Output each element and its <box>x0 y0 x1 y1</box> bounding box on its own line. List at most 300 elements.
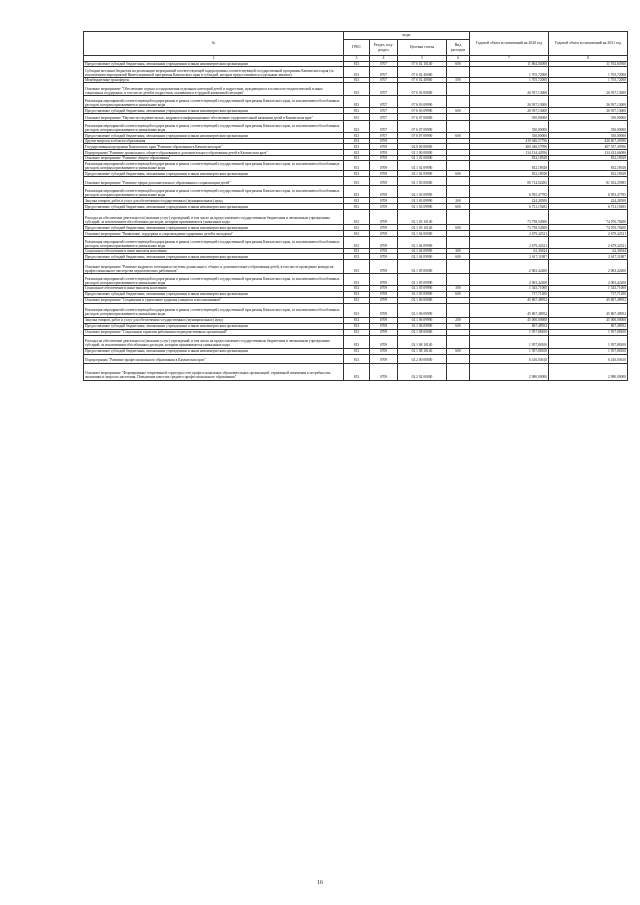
sum-2021-cell: 717,71200 <box>549 291 628 297</box>
razdel-cell: 0709 <box>370 161 398 171</box>
cst-cell: 02 1 04 09990 <box>398 249 447 254</box>
sum-2021-cell: 6 731,19285 <box>549 204 628 210</box>
cst-cell: 02 1 03 00000 <box>398 177 447 186</box>
row-name-cell: Другие вопросы в области образования <box>84 139 344 144</box>
cst-cell: 02 1 02 09990 <box>398 161 447 171</box>
razdel-cell: 0707 <box>370 108 398 114</box>
sum-2021-cell: 224,28500 <box>549 198 628 204</box>
vr-cell: 600 <box>447 348 470 354</box>
row-name-cell: Закупка товаров, работ и услуг для обеспечения государственных (муниципальных) нужд <box>84 198 344 204</box>
grbs-cell: 813 <box>344 83 370 96</box>
cst-cell: 02 1 02 00000 <box>398 156 447 161</box>
sum-2021-cell: 26 937,13000 <box>549 96 628 108</box>
sum-2021-cell: 1 957,88100 <box>549 348 628 354</box>
table-row <box>84 150 628 156</box>
row-name-cell: Межбюджетные трансферты <box>84 78 344 83</box>
razdel-cell: 0709 <box>370 297 398 303</box>
grbs-cell: 813 <box>344 231 370 237</box>
cst-cell: 02 1 05 09990 <box>398 274 447 286</box>
row-name-cell: Основное мероприятие "Развитие общего образования" <box>84 156 344 161</box>
row-name-cell: Субсидии местным бюджетам на реализацию мероприятий соответствующей подпрограммы соответствующей государственной программы Камчатского края (за исключением мероприятий Инвестиционной программы Камчатского края и субсидий, которые предоставляются отдельным законом) <box>84 67 344 78</box>
cst-header: Целевая статья <box>398 40 447 56</box>
vr-cell <box>447 237 470 249</box>
vr-cell <box>447 210 470 225</box>
row-name-cell: Расходы на обеспечение деятельности (оказание услуг) учреждений, в том числе на предоставление государственным бюджетным и автономным учреждениям субсидий, за исключением обособленных расходов, которым присваиваются уникальные коды <box>84 335 344 348</box>
row-name-cell: Подпрограмма "Развитие дошкольного, общего образования и дополнительного образования детей в Камчатском крае" <box>84 150 344 156</box>
sum-2021-cell: 350,00000 <box>549 114 628 121</box>
cst-cell: 02 1 03 09990 <box>398 186 447 198</box>
razdel-cell: 0709 <box>370 354 398 363</box>
razdel-cell: 0709 <box>370 329 398 335</box>
table-row <box>84 303 628 317</box>
sum-2021-cell: 350,00000 <box>549 121 628 133</box>
table-row <box>84 156 628 161</box>
grbs-cell: 813 <box>344 291 370 297</box>
row-name-cell: Предоставление субсидий бюджетным, автономным учреждениям и иным некоммерческим организациям <box>84 133 344 139</box>
razdel-cell: 0709 <box>370 286 398 291</box>
sum-2021-cell: 134 432,66086 <box>549 150 628 156</box>
razdel-cell: 0709 <box>370 186 398 198</box>
grbs-cell: 813 <box>344 254 370 260</box>
razdel-cell: 0709 <box>370 204 398 210</box>
razdel-cell: 0709 <box>370 303 398 317</box>
sum-2020-cell: 45 000,00000 <box>470 317 549 323</box>
table-row <box>84 83 628 96</box>
row-name-cell: Расходы на обеспечение деятельности (оказание услуг) учреждений, в том числе на предоставление государственным бюджетным и автономным учреждениям субсидий, за исключением обособленных расходов, которым присваиваются уникальные коды <box>84 210 344 225</box>
cst-cell: 02 1 03 10140 <box>398 210 447 225</box>
cst-cell: 07 6 07 00000 <box>398 114 447 121</box>
grbs-cell: 813 <box>344 210 370 225</box>
vr-cell: 200 <box>447 317 470 323</box>
razdel-cell: 0709 <box>370 249 398 254</box>
sum-2021-cell: 2 679,42521 <box>549 237 628 249</box>
sum-2020-cell: 134 134,42956 <box>470 150 549 156</box>
cst-cell: 02 1 04 00000 <box>398 231 447 237</box>
vr-cell <box>447 121 470 133</box>
sum-2020-cell: 6 955,47785 <box>470 186 549 198</box>
row-name-cell: Предоставление субсидий бюджетным, автономным учреждениям и иным некоммерческим организациям <box>84 204 344 210</box>
cst-cell: 02 1 04 09990 <box>398 254 447 260</box>
vr-cell <box>447 96 470 108</box>
razdel-cell: 0709 <box>370 237 398 249</box>
sum-2021-cell: 62,30634 <box>549 249 628 254</box>
sum-2020-cell: 350,00000 <box>470 133 549 139</box>
grbs-cell: 813 <box>344 67 370 78</box>
vr-cell <box>447 83 470 96</box>
cst-cell: 07 6 02 40060 <box>398 78 447 83</box>
grbs-cell: 813 <box>344 354 370 363</box>
index-cell: 6 <box>447 56 470 62</box>
table-body <box>84 62 628 381</box>
sum-2021-cell: 832,18928 <box>549 161 628 171</box>
vr-cell <box>447 363 470 380</box>
sum-2021-cell: 6 955,47785 <box>549 186 628 198</box>
sum-2020-cell: 832,18928 <box>470 171 549 177</box>
grbs-cell: 813 <box>344 198 370 204</box>
codes-group-header: коды <box>344 32 470 40</box>
sum-2021-cell: 1 705,72000 <box>549 78 628 83</box>
cst-cell: 07 6 07 09990 <box>398 133 447 139</box>
page-number: 16 <box>317 880 323 886</box>
razdel-cell: 0707 <box>370 62 398 67</box>
table-row <box>84 177 628 186</box>
index-cell: 3 <box>344 56 370 62</box>
table-row <box>84 297 628 303</box>
razdel-cell: 0707 <box>370 96 398 108</box>
sum-2020-cell: 2 679,42521 <box>470 237 549 249</box>
sum-2021-cell: 2 679,42521 <box>549 231 628 237</box>
sum-2021-cell: 6 416,03610 <box>549 354 628 363</box>
table-row <box>84 237 628 249</box>
sum-2021-cell: 11 914,60500 <box>549 62 628 67</box>
cst-cell: 02 1 06 09990 <box>398 317 447 323</box>
cst-cell: 02 1 03 09990 <box>398 198 447 204</box>
sum-2021-cell: 832,18928 <box>549 171 628 177</box>
vr-cell: 600 <box>447 133 470 139</box>
row-name-cell: Реализация мероприятий соответствующей подпрограммы в рамках соответствующей государственной программы Камчатского края, за исключением обособленных расходов, которым присваиваются уникальные коды <box>84 161 344 171</box>
razdel-cell: 0709 <box>370 139 398 144</box>
sum-2021-cell: 74 076,78200 <box>549 225 628 231</box>
razdel-cell: 0709 <box>370 150 398 156</box>
vr-cell: 600 <box>447 204 470 210</box>
table-row <box>84 231 628 237</box>
cst-cell: 07 6 03 00000 <box>398 83 447 96</box>
row-name-cell: Государственная программа Камчатского края "Развитие образования в Камчатском крае" <box>84 144 344 150</box>
sum-2020-cell: 26 937,13000 <box>470 96 549 108</box>
sum-2021-cell: 420 607,49396 <box>549 139 628 144</box>
table-row <box>84 62 628 67</box>
vr-cell: 600 <box>447 62 470 67</box>
razdel-cell: 0709 <box>370 198 398 204</box>
sum-2021-cell: 2 063,42200 <box>549 260 628 274</box>
table-row <box>84 108 628 114</box>
table-row <box>84 186 628 198</box>
index-cell: 4 <box>370 56 398 62</box>
sum-2020-cell: 406 446,57096 <box>470 144 549 150</box>
vr-cell: 600 <box>447 108 470 114</box>
sum-2020-cell: 1 705,72000 <box>470 78 549 83</box>
sum-2020-cell: 867,48952 <box>470 323 549 329</box>
grbs-cell: 813 <box>344 303 370 317</box>
grbs-cell: 813 <box>344 171 370 177</box>
razdel-cell: 0709 <box>370 323 398 329</box>
cst-cell: 02 1 00 00000 <box>398 150 447 156</box>
razdel-header: Раздел, под-раздел <box>370 40 398 56</box>
table-row <box>84 254 628 260</box>
grbs-cell: 813 <box>344 150 370 156</box>
row-name-cell: Основное мероприятие "Развитие кадрового потенциала системы дошкольного, общего и дополнительного образования детей, в том числе проведение конкурсов профессионального мастерства педагогических работников" <box>84 260 344 274</box>
table-row <box>84 67 628 78</box>
sum-2020-cell: 1 705,72000 <box>470 67 549 78</box>
table-row <box>84 114 628 121</box>
table-row <box>84 348 628 354</box>
sum-2020-cell: 1 957,88100 <box>470 335 549 348</box>
sum-2021-cell: 45 867,48952 <box>549 303 628 317</box>
grbs-cell: 813 <box>344 121 370 133</box>
sum-2021-cell: 1 957,88100 <box>549 335 628 348</box>
row-name-cell: Реализация мероприятий соответствующей подпрограммы в рамках соответствующей государственной программы Камчатского края, за исключением обособленных расходов, которым присваиваются уникальные коды <box>84 121 344 133</box>
sum-2020-cell: 62,30634 <box>470 249 549 254</box>
grbs-cell: 813 <box>344 78 370 83</box>
sum-2021-cell: 2 617,11887 <box>549 254 628 260</box>
cst-cell: 02 2 02 00000 <box>398 363 447 380</box>
grbs-cell: 813 <box>344 139 370 144</box>
vr-cell <box>447 177 470 186</box>
table-row <box>84 225 628 231</box>
razdel-cell: 0709 <box>370 254 398 260</box>
row-name-cell: Основное мероприятие "Социальные гарантии работникам подведомственных организаций" <box>84 329 344 335</box>
budget-table <box>83 31 628 381</box>
sum-2021-cell: 26 937,13000 <box>549 108 628 114</box>
row-name-cell: Реализация мероприятий соответствующей подпрограммы в рамках соответствующей государственной программы Камчатского края, за исключением обособленных расходов, которым присваиваются уникальные коды <box>84 237 344 249</box>
cst-cell: 02 1 03 10140 <box>398 225 447 231</box>
row-name-cell: Основное мероприятие "Развитие сферы дополнительного образования и социализации детей" <box>84 177 344 186</box>
grbs-cell: 813 <box>344 108 370 114</box>
sum-2020-cell: 2 063,42200 <box>470 274 549 286</box>
index-cell: 7 <box>470 56 549 62</box>
row-name-cell: Предоставление субсидий бюджетным, автономным учреждениям и иным некоммерческим организациям <box>84 108 344 114</box>
vr-cell <box>447 260 470 274</box>
vr-cell <box>447 67 470 78</box>
razdel-cell: 0707 <box>370 114 398 121</box>
vr-cell: 500 <box>447 78 470 83</box>
vr-cell: 600 <box>447 323 470 329</box>
sum-2020-cell: 350,00000 <box>470 121 549 133</box>
grbs-header: ГРБС <box>344 40 370 56</box>
grbs-cell: 813 <box>344 204 370 210</box>
grbs-cell: 813 <box>344 177 370 186</box>
razdel-cell: 0709 <box>370 231 398 237</box>
vr-cell: 200 <box>447 198 470 204</box>
sum-2020-cell: 45 867,48952 <box>470 297 549 303</box>
row-name-cell: Основное мероприятие "Научно-исследовательское, кадровое и информационное обеспечение оздоровительной кампании детей в Камчатском крае" <box>84 114 344 121</box>
sum-2021-cell: 407 537,49396 <box>549 144 628 150</box>
grbs-cell: 813 <box>344 348 370 354</box>
sum-2020-cell: 6 416,03610 <box>470 354 549 363</box>
razdel-cell: 0709 <box>370 156 398 161</box>
row-name-cell: Реализация мероприятий соответствующей подпрограммы в рамках соответствующей государственной программы Камчатского края, за исключением обособленных расходов, которым присваиваются уникальные коды <box>84 186 344 198</box>
grbs-cell: 813 <box>344 317 370 323</box>
row-name-cell: Социальное обеспечение и иные выплаты населению <box>84 249 344 254</box>
table-row <box>84 274 628 286</box>
sum-2021-cell: 2 980,00000 <box>549 363 628 380</box>
cst-cell: 02 1 02 09990 <box>398 171 447 177</box>
razdel-cell: 0709 <box>370 144 398 150</box>
sum-2021-cell: 2 063,42200 <box>549 274 628 286</box>
grbs-cell: 813 <box>344 274 370 286</box>
row-name-cell: Основное мероприятие "Сохранение и укрепление здоровья учащихся и воспитанников" <box>84 297 344 303</box>
row-name-cell: Реализация мероприятий соответствующей подпрограммы в рамках соответствующей государственной программы Камчатского края, за исключением обособленных расходов, которым присваиваются уникальные коды <box>84 96 344 108</box>
sum-2020-cell: 2 617,11887 <box>470 254 549 260</box>
row-name-cell: Основное мероприятие "Формирование современной структуры сети профессиональных образовательных организаций, отраженной изменения в потребностях экономики и запросах населения. Повышение качества среднего профессионального образования" <box>84 363 344 380</box>
razdel-cell: 0709 <box>370 225 398 231</box>
row-name-cell: Предоставление субсидий бюджетным, автономным учреждениям и иным некоммерческим организациям <box>84 323 344 329</box>
razdel-cell: 0709 <box>370 274 398 286</box>
row-name-cell: Социальное обеспечение и иные выплаты населению <box>84 286 344 291</box>
cst-cell: 02 1 06 00000 <box>398 297 447 303</box>
sum-2020-cell: 80 714,02285 <box>470 177 549 186</box>
grbs-cell: 813 <box>344 237 370 249</box>
sum-2020-cell: 6 731,19285 <box>470 204 549 210</box>
razdel-cell: 0709 <box>370 260 398 274</box>
cst-cell: 02 1 06 09990 <box>398 323 447 329</box>
sum-2021-cell: 350,00000 <box>549 133 628 139</box>
razdel-cell: 0709 <box>370 363 398 380</box>
vr-cell <box>447 303 470 317</box>
vr-cell: 300 <box>447 286 470 291</box>
sum-2021-header: Годовой объем ассигнований на 2021 год <box>549 32 628 56</box>
cst-cell: 02 1 05 09990 <box>398 291 447 297</box>
table-row <box>84 249 628 254</box>
table-row <box>84 171 628 177</box>
table-row <box>84 286 628 291</box>
vr-cell: 600 <box>447 225 470 231</box>
grbs-cell: 813 <box>344 335 370 348</box>
table-row <box>84 198 628 204</box>
table-row <box>84 335 628 348</box>
table-row <box>84 161 628 171</box>
row-name-cell: Подпрограмма "Развитие профессионального образования в Камчатском крае" <box>84 354 344 363</box>
index-cell: 2 <box>84 56 344 62</box>
vr-cell: 600 <box>447 291 470 297</box>
sum-2021-cell: 74 076,78200 <box>549 210 628 225</box>
grbs-cell: 813 <box>344 323 370 329</box>
sum-2020-cell: 1 957,88100 <box>470 329 549 335</box>
sum-2020-cell: 832,18928 <box>470 161 549 171</box>
sum-2020-cell: 717,71200 <box>470 291 549 297</box>
cst-cell: 07 6 03 09990 <box>398 96 447 108</box>
grbs-cell: 813 <box>344 249 370 254</box>
grbs-cell: 813 <box>344 286 370 291</box>
table-row <box>84 144 628 150</box>
sum-2020-cell: 45 867,48952 <box>470 303 549 317</box>
razdel-cell: 0707 <box>370 83 398 96</box>
cst-cell: 07 6 07 09990 <box>398 121 447 133</box>
sum-2021-cell: 1 345,71000 <box>549 286 628 291</box>
sum-2021-cell: 45 867,48952 <box>549 297 628 303</box>
sum-2020-cell: 2 980,00000 <box>470 363 549 380</box>
row-name-cell: Закупка товаров, работ и услуг для обеспечения государственных (муниципальных) нужд <box>84 317 344 323</box>
row-name-cell: Предоставление субсидий бюджетным, автономным учреждениям и иным некоммерческим организациям <box>84 254 344 260</box>
vr-cell <box>447 274 470 286</box>
cst-cell: 02 0 00 00000 <box>398 144 447 150</box>
index-cell: 8 <box>549 56 628 62</box>
grbs-cell: 813 <box>344 62 370 67</box>
sum-2020-cell: 1 345,71000 <box>470 286 549 291</box>
razdel-cell: 0707 <box>370 67 398 78</box>
sum-2020-cell: 11 864,04000 <box>470 62 549 67</box>
cst-cell: 02 1 08 10140 <box>398 348 447 354</box>
table-row <box>84 210 628 225</box>
vr-cell <box>447 186 470 198</box>
razdel-cell: 0709 <box>370 335 398 348</box>
sum-2021-cell: 81 032,25985 <box>549 177 628 186</box>
sum-2021-cell: 45 000,00000 <box>549 317 628 323</box>
razdel-cell: 0707 <box>370 133 398 139</box>
table-row <box>84 96 628 108</box>
table-row <box>84 133 628 139</box>
sum-2021-cell: 26 937,13000 <box>549 83 628 96</box>
razdel-cell: 0709 <box>370 291 398 297</box>
sum-2020-cell: 224,28500 <box>470 198 549 204</box>
cst-cell: 02 2 00 00000 <box>398 354 447 363</box>
cst-cell: 02 1 08 00000 <box>398 329 447 335</box>
row-name-cell: Основное мероприятие "Обеспечение отдыха и оздоровления отдельных категорий детей и подростков, нуждающихся в психолого-педагогической и иных социальных поддержках, в том числе детей и подростков, оказавшихся в трудной жизненной ситуации" <box>84 83 344 96</box>
cst-cell: 07 6 02 40060 <box>398 67 447 78</box>
sum-2020-cell: 2 063,42200 <box>470 260 549 274</box>
razdel-cell: 0709 <box>370 210 398 225</box>
cst-cell: 02 1 03 09990 <box>398 204 447 210</box>
razdel-cell: 0709 <box>370 177 398 186</box>
index-cell: 5 <box>398 56 447 62</box>
row-name-cell: Предоставление субсидий бюджетным, автономным учреждениям и иным некоммерческим организациям <box>84 171 344 177</box>
number-column-header: № <box>84 32 344 56</box>
grbs-cell: 813 <box>344 225 370 231</box>
sum-2021-cell: 867,48952 <box>549 323 628 329</box>
table-row <box>84 317 628 323</box>
vr-cell <box>447 354 470 363</box>
sum-2020-cell: 1 957,88100 <box>470 348 549 354</box>
grbs-cell: 813 <box>344 297 370 303</box>
grbs-cell: 813 <box>344 96 370 108</box>
table-row <box>84 121 628 133</box>
razdel-cell: 0707 <box>370 78 398 83</box>
sum-2020-cell: 350,00000 <box>470 114 549 121</box>
sum-2021-cell: 832,18928 <box>549 156 628 161</box>
grbs-cell: 813 <box>344 186 370 198</box>
cst-cell: 02 1 05 09990 <box>398 286 447 291</box>
sum-2020-cell: 26 937,13000 <box>470 108 549 114</box>
row-name-cell: Основное мероприятие "Выявление, поддержка и сопровождение одаренных детей и молодежи" <box>84 231 344 237</box>
grbs-cell: 813 <box>344 363 370 380</box>
vr-cell <box>447 161 470 171</box>
vr-cell: 600 <box>447 254 470 260</box>
vr-cell: 600 <box>447 171 470 177</box>
cst-cell: 07 6 02 10140 <box>398 62 447 67</box>
sum-2021-cell: 1 957,88100 <box>549 329 628 335</box>
cst-cell: 02 1 05 00000 <box>398 260 447 274</box>
table-row <box>84 363 628 380</box>
table-row <box>84 204 628 210</box>
row-name-cell: Реализация мероприятий соответствующей подпрограммы в рамках соответствующей государственной программы Камчатского края, за исключением обособленных расходов, которым присваиваются уникальные коды <box>84 303 344 317</box>
grbs-cell: 813 <box>344 114 370 121</box>
razdel-cell: 0707 <box>370 121 398 133</box>
cst-cell: 02 1 04 09990 <box>398 237 447 249</box>
row-name-cell: Реализация мероприятий соответствующей подпрограммы в рамках соответствующей государственной программы Камчатского края, за исключением обособленных расходов, которым присваиваются уникальные коды <box>84 274 344 286</box>
row-name-cell: Предоставление субсидий бюджетным, автономным учреждениям и иным некоммерческим организациям <box>84 62 344 67</box>
vr-cell <box>447 335 470 348</box>
table-row <box>84 329 628 335</box>
table-row <box>84 323 628 329</box>
grbs-cell: 813 <box>344 156 370 161</box>
sum-2020-cell: 73 758,54500 <box>470 210 549 225</box>
sum-2020-cell: 26 937,13000 <box>470 83 549 96</box>
sum-2020-cell: 419 946,57796 <box>470 139 549 144</box>
vr-cell <box>447 114 470 121</box>
row-name-cell: Предоставление субсидий бюджетным, автономным учреждениям и иным некоммерческим организациям <box>84 225 344 231</box>
table-row <box>84 260 628 274</box>
table-header-row <box>84 32 628 40</box>
sum-2021-cell: 1 705,72000 <box>549 67 628 78</box>
cst-cell: 07 6 03 09990 <box>398 108 447 114</box>
table-row <box>84 354 628 363</box>
razdel-cell: 0709 <box>370 317 398 323</box>
grbs-cell: 813 <box>344 161 370 171</box>
table-row <box>84 291 628 297</box>
vr-cell: 300 <box>447 249 470 254</box>
sum-2020-cell: 832,18928 <box>470 156 549 161</box>
sum-2020-cell: 2 679,42521 <box>470 231 549 237</box>
